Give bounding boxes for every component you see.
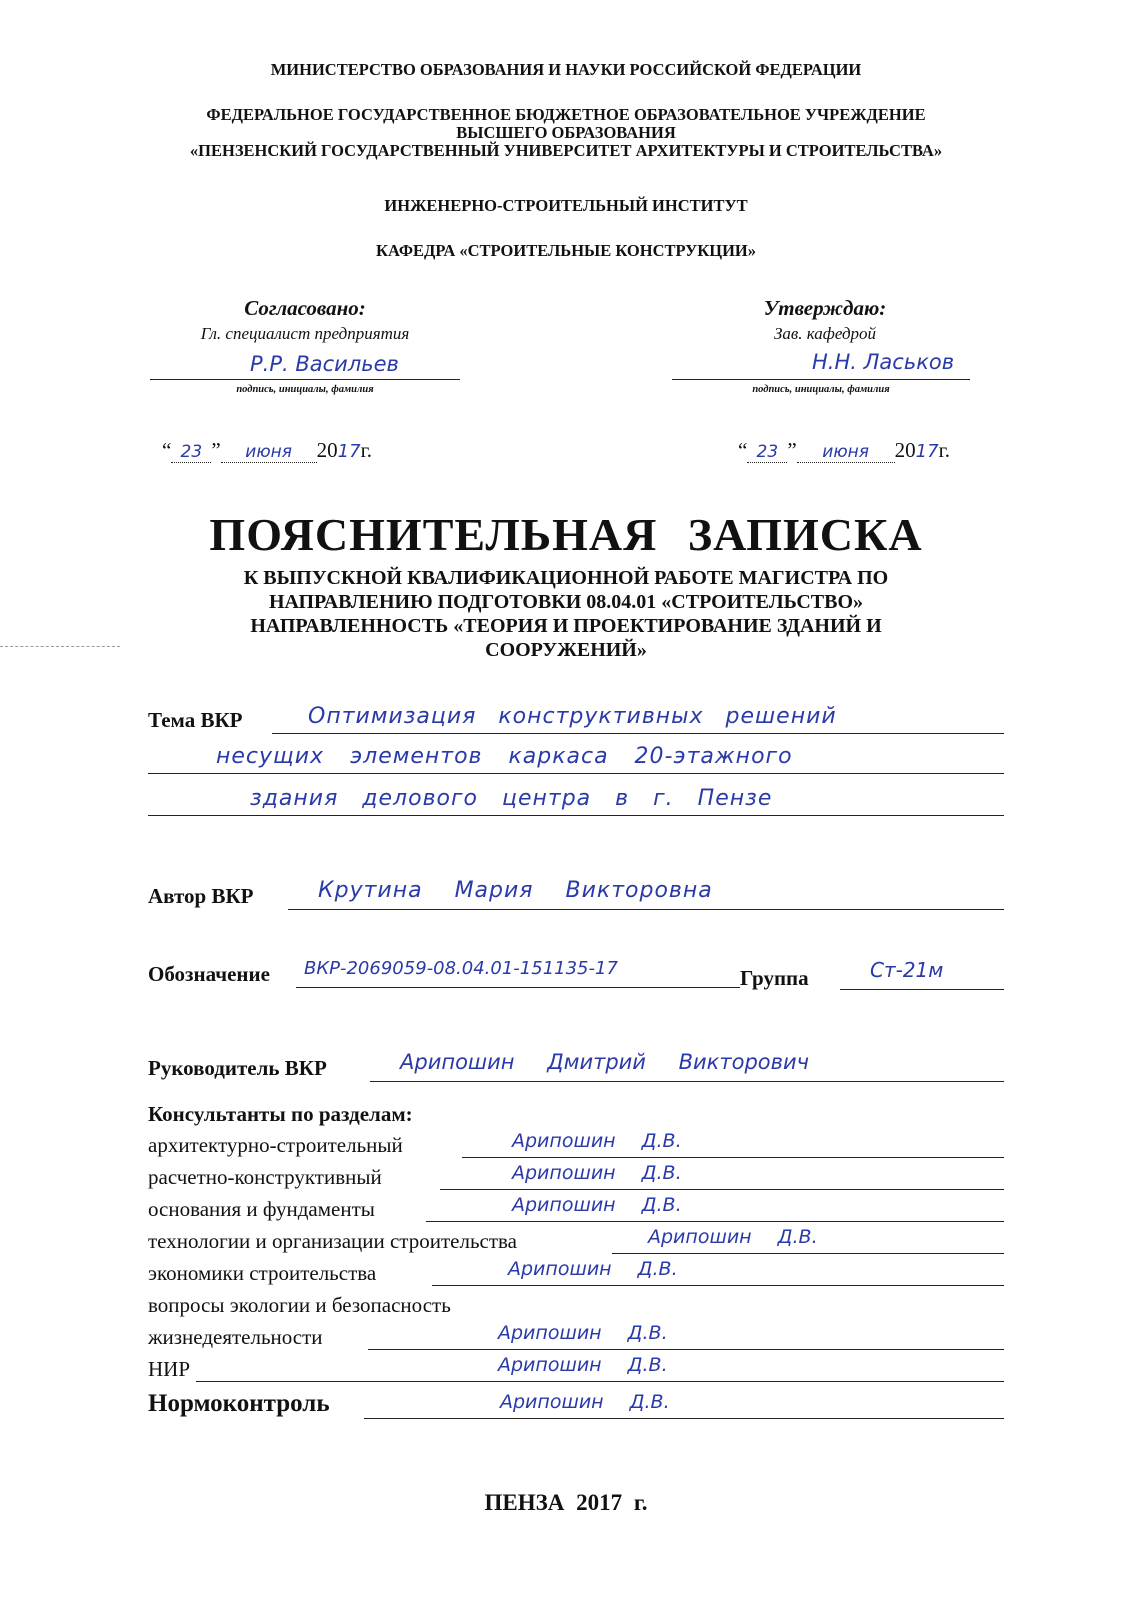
theme-line-3-rule bbox=[148, 815, 1004, 816]
consultant-rule-nir bbox=[196, 1381, 1004, 1382]
consultant-label-tech: технологии и организации строительства bbox=[148, 1229, 517, 1253]
agreed-role: Гл. специалист предприятия bbox=[200, 324, 410, 343]
designation-value: ВКР-2069059-08.04.01-151135-17 bbox=[304, 958, 618, 979]
institute-heading: ИНЖЕНЕРНО-СТРОИТЕЛЬНЫЙ ИНСТИТУТ bbox=[384, 196, 748, 215]
designation-label: Обозначение bbox=[148, 962, 270, 986]
consultant-rule-calc bbox=[440, 1189, 1004, 1190]
agreed-signature: Р.Р. Васильев bbox=[250, 352, 399, 376]
consultant-value-life: Арипошин Д.В. bbox=[498, 1322, 668, 1344]
agreed-date-month: июня bbox=[221, 442, 317, 463]
supervisor-value: Арипошин Дмитрий Викторович bbox=[400, 1050, 810, 1074]
approved-signature-line bbox=[672, 379, 970, 380]
agreed-date: “ 23 ” июня 2017г. bbox=[162, 438, 373, 462]
subtitle-line-4: СООРУЖЕНИЙ» bbox=[485, 639, 647, 661]
document-title: ПОЯСНИТЕЛЬНАЯ ЗАПИСКА bbox=[209, 509, 923, 560]
approved-date-month: июня bbox=[797, 442, 895, 463]
consultant-value-nir: Арипошин Д.В. bbox=[498, 1354, 668, 1376]
agreed-year-suffix: г. bbox=[360, 438, 373, 462]
supervisor-label: Руководитель ВКР bbox=[148, 1056, 327, 1080]
approved-role: Зав. кафедрой bbox=[773, 324, 877, 343]
author-label: Автор ВКР bbox=[148, 884, 254, 908]
agreed-title: Согласовано: bbox=[244, 296, 366, 320]
subtitle-line-1: К ВЫПУСКНОЙ КВАЛИФИКАЦИОННОЙ РАБОТЕ МАГИСТРА ПО bbox=[243, 567, 889, 589]
consultant-label-ecology: вопросы экологии и безопасность bbox=[148, 1293, 451, 1317]
theme-line-3: здания делового центра в г. Пензе bbox=[250, 786, 773, 811]
author-value: Крутина Мария Викторовна bbox=[318, 878, 713, 903]
consultant-value-arch: Арипошин Д.В. bbox=[512, 1130, 682, 1152]
theme-line-2-rule bbox=[148, 773, 1004, 774]
consultant-label-found: основания и фундаменты bbox=[148, 1197, 375, 1221]
supervisor-rule bbox=[370, 1081, 1004, 1082]
approved-year-printed: 20 bbox=[894, 438, 916, 462]
consultant-rule-life bbox=[368, 1349, 1004, 1350]
ministry-heading: МИНИСТЕРСТВО ОБРАЗОВАНИЯ И НАУКИ РОССИЙСКОЙ ФЕДЕРАЦИИ bbox=[270, 60, 862, 79]
normcontrol-label: Нормоконтроль bbox=[148, 1390, 330, 1417]
agreed-year-hand: 17 bbox=[337, 441, 361, 462]
designation-rule bbox=[296, 987, 740, 988]
consultant-value-found: Арипошин Д.В. bbox=[512, 1194, 682, 1216]
consultant-rule-econ bbox=[432, 1285, 1004, 1286]
consultant-rule-tech bbox=[612, 1253, 1004, 1254]
theme-line-1-rule bbox=[272, 733, 1004, 734]
approved-year-suffix: г. bbox=[938, 438, 951, 462]
scan-edge-mark bbox=[0, 646, 120, 647]
author-rule bbox=[288, 909, 1004, 910]
group-rule bbox=[840, 989, 1004, 990]
consultant-rule-arch bbox=[462, 1157, 1004, 1158]
footer-city-year: ПЕНЗА 2017 г. bbox=[484, 1490, 648, 1515]
consultant-label-econ: экономики строительства bbox=[148, 1261, 377, 1285]
institution-heading bbox=[0, 106, 1132, 160]
institution-line-1: ФЕДЕРАЛЬНОЕ ГОСУДАРСТВЕННОЕ БЮДЖЕТНОЕ ОБРАЗОВАТЕЛЬНОЕ УЧРЕЖДЕНИЕ bbox=[206, 105, 926, 124]
consultant-rule-found bbox=[426, 1221, 1004, 1222]
theme-label: Тема ВКР bbox=[148, 708, 243, 732]
subtitle-line-2: НАПРАВЛЕНИЮ ПОДГОТОВКИ 08.04.01 «СТРОИТЕЛЬСТВО» bbox=[268, 591, 864, 613]
agreed-caption: подпись, инициалы, фамилия bbox=[236, 384, 374, 395]
institution-line-3: «ПЕНЗЕНСКИЙ ГОСУДАРСТВЕННЫЙ УНИВЕРСИТЕТ АРХИТЕКТУРЫ И СТРОИТЕЛЬСТВА» bbox=[189, 141, 943, 160]
approved-title: Утверждаю: bbox=[763, 296, 887, 320]
consultants-heading: Консультанты по разделам: bbox=[148, 1102, 413, 1126]
group-label: Группа bbox=[740, 966, 809, 990]
agreed-date-day: 23 bbox=[171, 442, 211, 463]
theme-line-1: Оптимизация конструктивных решений bbox=[308, 704, 837, 729]
approved-block bbox=[680, 296, 970, 344]
approved-caption: подпись, инициалы, фамилия bbox=[752, 384, 890, 395]
consultant-label-calc: расчетно-конструктивный bbox=[148, 1165, 382, 1189]
approved-date-day: 23 bbox=[747, 442, 787, 463]
approved-date: “ 23 ” июня 2017г. bbox=[738, 438, 951, 462]
approved-year-hand: 17 bbox=[915, 441, 939, 462]
consultant-value-tech: Арипошин Д.В. bbox=[648, 1226, 818, 1248]
agreed-signature-line bbox=[150, 379, 460, 380]
subtitle-line-3: НАПРАВЛЕННОСТЬ «ТЕОРИЯ И ПРОЕКТИРОВАНИЕ ЗДАНИЙ И bbox=[250, 615, 882, 637]
consultant-value-calc: Арипошин Д.В. bbox=[512, 1162, 682, 1184]
consultant-label-arch: архитектурно-строительный bbox=[148, 1133, 403, 1157]
normcontrol-rule bbox=[364, 1418, 1004, 1419]
consultant-value-econ: Арипошин Д.В. bbox=[508, 1258, 678, 1280]
consultant-label-nir: НИР bbox=[148, 1357, 191, 1381]
group-value: Ст-21м bbox=[870, 958, 944, 982]
document-subtitle bbox=[0, 566, 1132, 662]
agreed-block bbox=[150, 296, 460, 344]
normcontrol-value: Арипошин Д.В. bbox=[500, 1391, 670, 1413]
department-heading: КАФЕДРА «СТРОИТЕЛЬНЫЕ КОНСТРУКЦИИ» bbox=[376, 241, 756, 260]
theme-line-2: несущих элементов каркаса 20-этажного bbox=[216, 744, 793, 769]
institution-line-2: ВЫСШЕГО ОБРАЗОВАНИЯ bbox=[456, 123, 676, 142]
consultant-label-life: жизнедеятельности bbox=[148, 1325, 323, 1349]
approved-signature: Н.Н. Ласьков bbox=[812, 350, 955, 374]
agreed-year-printed: 20 bbox=[316, 438, 338, 462]
